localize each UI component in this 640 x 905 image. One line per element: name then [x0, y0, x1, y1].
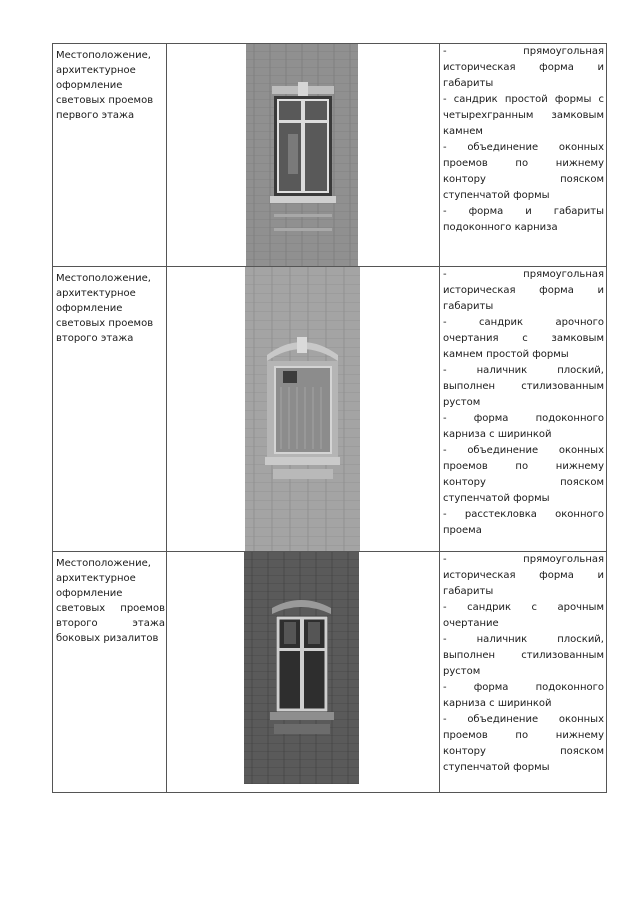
- label-line: Местоположение,: [56, 273, 151, 284]
- table-row: [53, 44, 607, 267]
- description-line: - прямоугольная: [443, 554, 604, 565]
- description-line: габариты: [443, 301, 494, 312]
- description-line: - объединение оконных: [443, 714, 604, 725]
- description-line: - сандрик простой формы с: [443, 94, 604, 105]
- label-line: архитектурное: [56, 65, 136, 76]
- window-photo-1: [246, 44, 358, 266]
- description-line: подоконного карниза: [443, 222, 558, 233]
- label-line: архитектурное: [56, 288, 136, 299]
- description-line: - сандрик с арочным: [443, 602, 604, 613]
- description-line: карниза с ширинкой: [443, 698, 552, 709]
- description-line: - прямоугольная: [443, 269, 604, 280]
- window-photo-2: [245, 267, 360, 551]
- description-line: ступенчатой формы: [443, 190, 550, 201]
- description-line: историческая форма и: [443, 62, 604, 73]
- description-line: камнем простой формы: [443, 349, 569, 360]
- description-line: выполнен стилизованным: [443, 381, 604, 392]
- photo-cell: [167, 267, 440, 552]
- description-line: выполнен стилизованным: [443, 650, 604, 661]
- description-line: - наличник плоский,: [443, 365, 604, 376]
- photo-cell: [167, 44, 440, 267]
- description-line: - форма подоконного: [443, 413, 604, 424]
- description-line: проемов по нижнему: [443, 461, 604, 472]
- description-line: карниза с ширинкой: [443, 429, 552, 440]
- description-line: историческая форма и: [443, 285, 604, 296]
- description-table: [52, 43, 607, 793]
- description-line: рустом: [443, 397, 481, 408]
- label-line: оформление: [56, 80, 123, 91]
- label-line: Местоположение,: [56, 50, 151, 61]
- description-line: - сандрик арочного: [443, 317, 604, 328]
- description-line: - наличник плоский,: [443, 634, 604, 645]
- description-line: очертания с замковым: [443, 333, 604, 344]
- label-line: световых проемов: [56, 95, 154, 106]
- description-line: четырехгранным замковым: [443, 110, 604, 121]
- description-cell: [440, 44, 607, 267]
- label-line: световых проемов: [56, 603, 165, 614]
- description-line: ступенчатой формы: [443, 762, 550, 773]
- row-label: [53, 44, 167, 267]
- description-line: камнем: [443, 126, 483, 137]
- label-line: световых проемов: [56, 318, 154, 329]
- description-line: очертание: [443, 618, 499, 629]
- label-line: Местоположение,: [56, 558, 151, 569]
- label-line: боковых ризалитов: [56, 633, 159, 644]
- description-line: - объединение оконных: [443, 142, 604, 153]
- window-photo-3: [244, 552, 359, 784]
- description-line: габариты: [443, 586, 494, 597]
- description-line: - расстекловка оконного: [443, 509, 604, 520]
- description-line: ступенчатой формы: [443, 493, 550, 504]
- description-line: историческая форма и: [443, 570, 604, 581]
- description-line: проема: [443, 525, 482, 536]
- description-line: - объединение оконных: [443, 445, 604, 456]
- row-label: [53, 552, 167, 793]
- table-row: [53, 552, 607, 793]
- label-line: оформление: [56, 303, 123, 314]
- description-line: проемов по нижнему: [443, 730, 604, 741]
- description-line: проемов по нижнему: [443, 158, 604, 169]
- description-line: - форма и габариты: [443, 206, 604, 217]
- description-line: габариты: [443, 78, 494, 89]
- description-line: контору пояском: [443, 746, 604, 757]
- description-line: рустом: [443, 666, 481, 677]
- label-line: архитектурное: [56, 573, 136, 584]
- label-line: оформление: [56, 588, 123, 599]
- label-line: первого этажа: [56, 110, 135, 121]
- description-cell: [440, 552, 607, 793]
- label-line: второго этажа: [56, 333, 134, 344]
- description-line: контору пояском: [443, 477, 604, 488]
- description-line: контору пояском: [443, 174, 604, 185]
- photo-cell: [167, 552, 440, 793]
- description-cell: [440, 267, 607, 552]
- label-line: второго этажа: [56, 618, 165, 629]
- row-label: [53, 267, 167, 552]
- description-line: - прямоугольная: [443, 46, 604, 57]
- table-row: [53, 267, 607, 552]
- description-line: - форма подоконного: [443, 682, 604, 693]
